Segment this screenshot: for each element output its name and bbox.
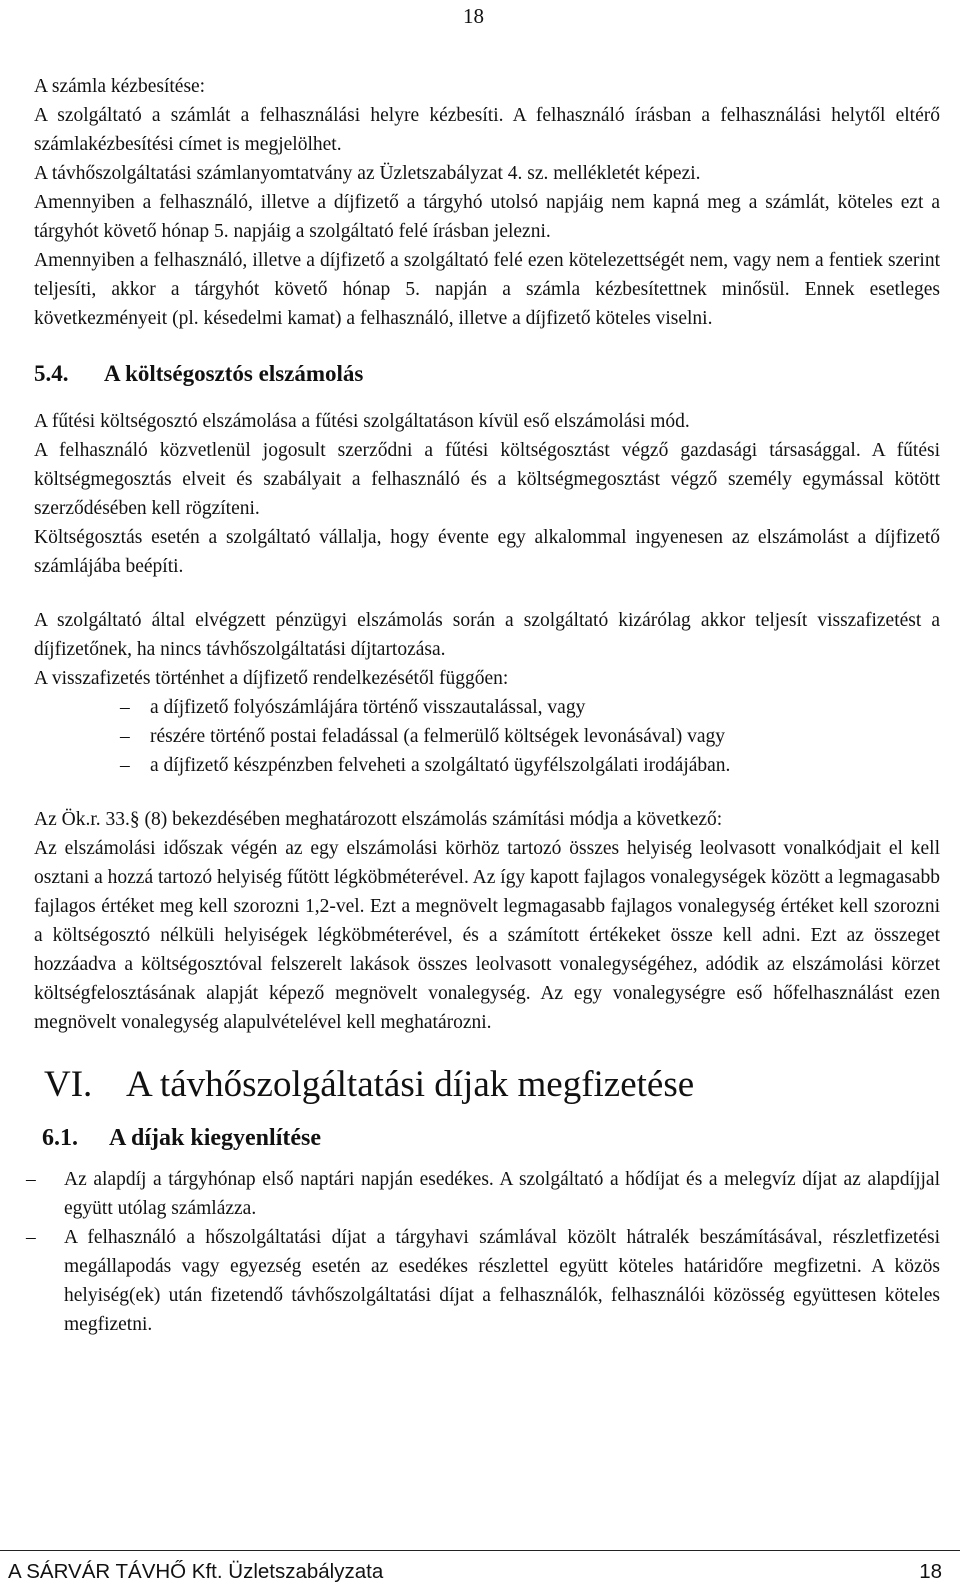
chapter-number: VI. bbox=[44, 1064, 93, 1105]
payment-rules-list bbox=[34, 1165, 940, 1339]
section-number: 6.1. bbox=[42, 1125, 78, 1151]
paragraph: A felhasználó közvetlenül jogosult szerződni a fűtési költségosztást végző gazdasági társasággal. A fűtési költségmegosztás elveit és szabályait a felhasználó és a költségmegosztást végző személy egymással kötött szerződésében kell rögzíteni. bbox=[34, 440, 940, 519]
paragraph: A visszafizetés történhet a díjfizető rendelkezésétől függően: bbox=[34, 668, 509, 689]
block-title: A számla kézbesítése: bbox=[34, 76, 206, 97]
paragraph: A szolgáltató a számlát a felhasználási helyre kézbesíti. A felhasználó írásban a felhasználási helytől eltérő számlakézbesítési címet is megjelölhet. bbox=[34, 105, 940, 155]
list-item: – A felhasználó a hőszolgáltatási díjat a tárgyhavi számlával közölt hátralék beszámításával, részletfizetési megállapodás vagy egyezség esetén az esedékes részlettel együtt köteles határidőre megfizetni. A közös helyiség(ek) után fizetendő távhőszolgáltatási díjat a felhasználók, felhasználói közösség együttesen köteles megfizetni. bbox=[34, 1223, 940, 1339]
list-item: – a díjfizető folyószámlájára történő visszautalással, vagy bbox=[34, 693, 940, 722]
paragraph: A fűtési költségosztó elszámolása a fűtési szolgáltatáson kívül eső elszámolási mód. bbox=[34, 411, 690, 432]
paragraph: A távhőszolgáltatási számlanyomtatvány az Üzletszabályzat 4. sz. mellékletét képezi. bbox=[34, 163, 701, 184]
list-item: – a díjfizető készpénzben felveheti a szolgáltató ügyfélszolgálati irodájában. bbox=[34, 751, 940, 780]
page-footer bbox=[0, 1550, 960, 1583]
footer-title: A SÁRVÁR TÁVHŐ Kft. Üzletszabályzata bbox=[8, 1560, 384, 1583]
page-number-top: 18 bbox=[463, 4, 484, 28]
footer-page-number: 18 bbox=[919, 1560, 942, 1583]
section-title: A költségosztós elszámolás bbox=[104, 361, 364, 386]
paragraph: Költségosztás esetén a szolgáltató vállalja, hogy évente egy alkalommal ingyenesen az elszámolást a díjfizető számlájába beépíti. bbox=[34, 527, 940, 577]
section-heading-6-1 bbox=[42, 1123, 940, 1153]
list-item: – részére történő postai feladással (a felmerülő költségek levonásával) vagy bbox=[34, 722, 940, 751]
paragraph: A szolgáltató által elvégzett pénzügyi elszámolás során a szolgáltató kizárólag akkor teljesít visszafizetést a díjfizetőnek, ha nincs távhőszolgáltatási díjtartozása. bbox=[34, 610, 940, 660]
chapter-heading bbox=[44, 1063, 940, 1107]
section-heading-5-4 bbox=[34, 359, 940, 389]
paragraph: Az elszámolási időszak végén az egy elszámolási körhöz tartozó összes helyiség leolvasott vonalkódjait el kell osztani a hozzá tartozó helyiség fűtött légköbméterével. Az így kapott fajlagos vonalegységek között a legmagasabb fajlagos értéket meg kell szorozni 1,2-vel. Ezt a megnövelt legmagasabb fajlagos vonalegység értéket kell szorozni a költségosztó nélküli helyiségek légköbméterével, és a számított értékeket össze kell adni. Ezt az összeget hozzáadva a költségosztóval felszerelt lakások összes leolvasott vonalegységéhez, adódik az elszámolási körzet költségfelosztásának alapját képező megnövelt vonalegység. Az egy vonalegységre eső hőfelhasználást ezen megnövelt vonalegység alapulvételével kell meghatározni. bbox=[34, 838, 940, 1033]
paragraph: Amennyiben a felhasználó, illetve a díjfizető a tárgyhó utolsó napjáig nem kapná meg a számlát, köteles ezt a tárgyhót követő hónap 5. napjáig a szolgáltató felé írásban jelezni. bbox=[34, 192, 940, 242]
paragraph: Az Ök.r. 33.§ (8) bekezdésében meghatározott elszámolás számítási módja a következő: bbox=[34, 809, 723, 830]
list-item: – Az alapdíj a tárgyhónap első naptári napján esedékes. A szolgáltató a hődíjat és a melegvíz díjat az alapdíjjal együtt utólag számlázza. bbox=[34, 1165, 940, 1223]
paragraph: Amennyiben a felhasználó, illetve a díjfizető a szolgáltató felé ezen kötelezettségét nem, vagy nem a fentiek szerint teljesíti, akkor a tárgyhót követő hónap 5. napján a számla kézbesítettnek minősül. Ennek esetleges következményeit (pl. késedelmi kamat) a felhasználó, illetve a díjfizető köteles viselni. bbox=[34, 250, 940, 329]
section-number: 5.4. bbox=[34, 361, 69, 386]
document-body bbox=[34, 72, 940, 1339]
chapter-title: A távhőszolgáltatási díjak megfizetése bbox=[126, 1064, 695, 1105]
section-title: A díjak kiegyenlítése bbox=[109, 1125, 322, 1151]
refund-options-list bbox=[34, 693, 940, 780]
